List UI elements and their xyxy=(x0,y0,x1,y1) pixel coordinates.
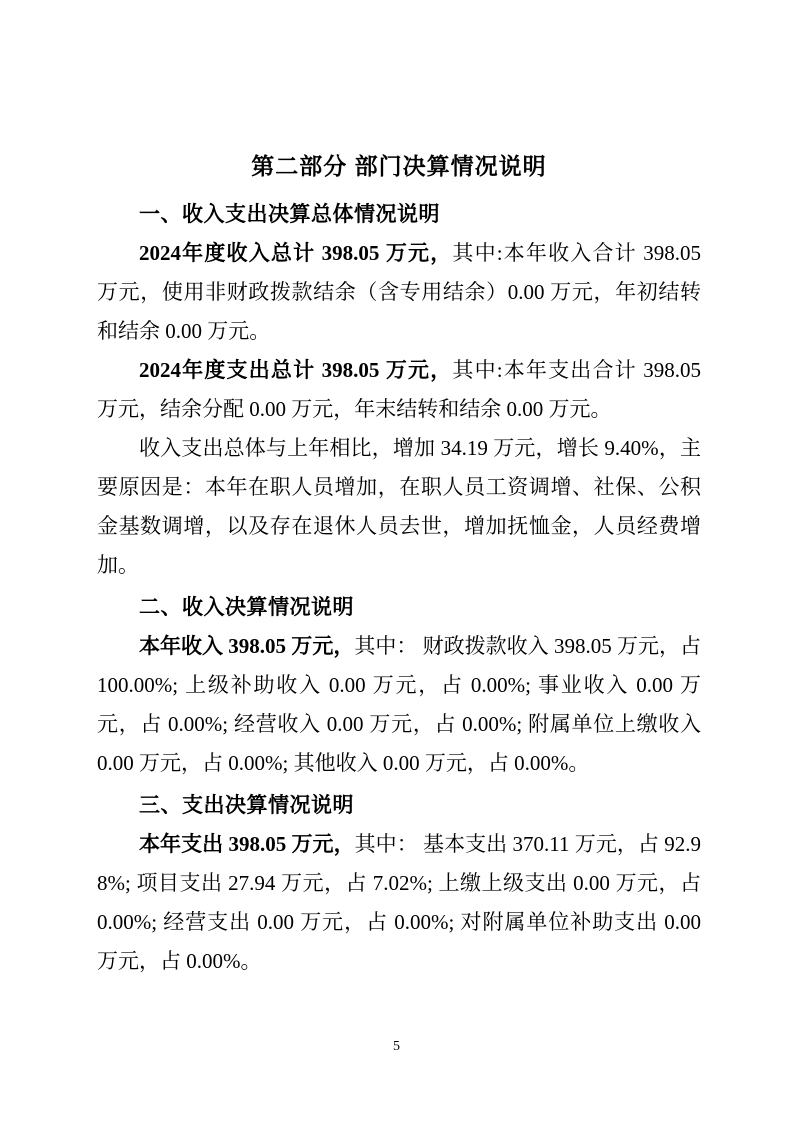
paragraph-text: 其中:本年支出合计 398.05 万元，结余分配 0.00 万元，年末结转和结余 0.00 万元。 xyxy=(97,358,701,421)
paragraph-text: 其中： 基本支出 370.11 万元，占 92.98%; 项目支出 27.94 万元，占 7.02%; 上缴上级支出 0.00 万元，占 0.00%; 经营支出 0.00 万元，占 0.00%; 对附属单位补助支出 0.00 万元，占 0.00%。 xyxy=(97,832,701,973)
paragraph-lead: 2024年度收入总计 398.05 万元， xyxy=(139,241,453,265)
section-overall-income-expenditure xyxy=(97,195,701,585)
paragraph-lead: 2024年度支出总计 398.05 万元， xyxy=(139,358,453,382)
paragraph-income-total xyxy=(97,234,701,351)
page-number: 5 xyxy=(393,1039,400,1054)
section-heading-1: 一、收入支出决算总体情况说明 xyxy=(139,203,440,226)
document-title: 第二部分 部门决算情况说明 xyxy=(251,153,547,179)
section-income-details xyxy=(97,588,701,783)
paragraph-expenditure-breakdown xyxy=(97,825,701,981)
paragraph-expenditure-total xyxy=(97,351,701,429)
paragraph-text: 其中:本年收入合计 398.05 万元，使用非财政拨款结余（含专用结余）0.00 万元，年初结转和结余 0.00 万元。 xyxy=(97,241,701,343)
section-expenditure-details xyxy=(97,786,701,981)
document-content xyxy=(97,146,701,981)
paragraph-text: 其中： 财政拨款收入 398.05 万元，占 100.00%; 上级补助收入 0.00 万元，占 0.00%; 事业收入 0.00 万元，占 0.00%; 经营收入 0.00 万元，占 0.00%; 附属单位上缴收入 0.00 万元，占 0.00%; 其他收入 0.00 万元，占 0.00%。 xyxy=(97,634,701,775)
paragraph-year-comparison xyxy=(97,429,701,585)
paragraph-lead: 本年支出 398.05 万元， xyxy=(139,832,355,856)
paragraph-lead: 本年收入 398.05 万元， xyxy=(139,634,355,658)
section-heading-3: 三、支出决算情况说明 xyxy=(139,794,354,817)
paragraph-income-breakdown xyxy=(97,627,701,783)
paragraph-text: 收入支出总体与上年相比，增加 34.19 万元，增长 9.40%，主要原因是：本年在职人员增加，在职人员工资调增、社保、公积金基数调增，以及存在退休人员去世，增加抚恤金，人员经费增加。 xyxy=(97,436,701,577)
section-heading-2: 二、收入决算情况说明 xyxy=(139,596,354,619)
